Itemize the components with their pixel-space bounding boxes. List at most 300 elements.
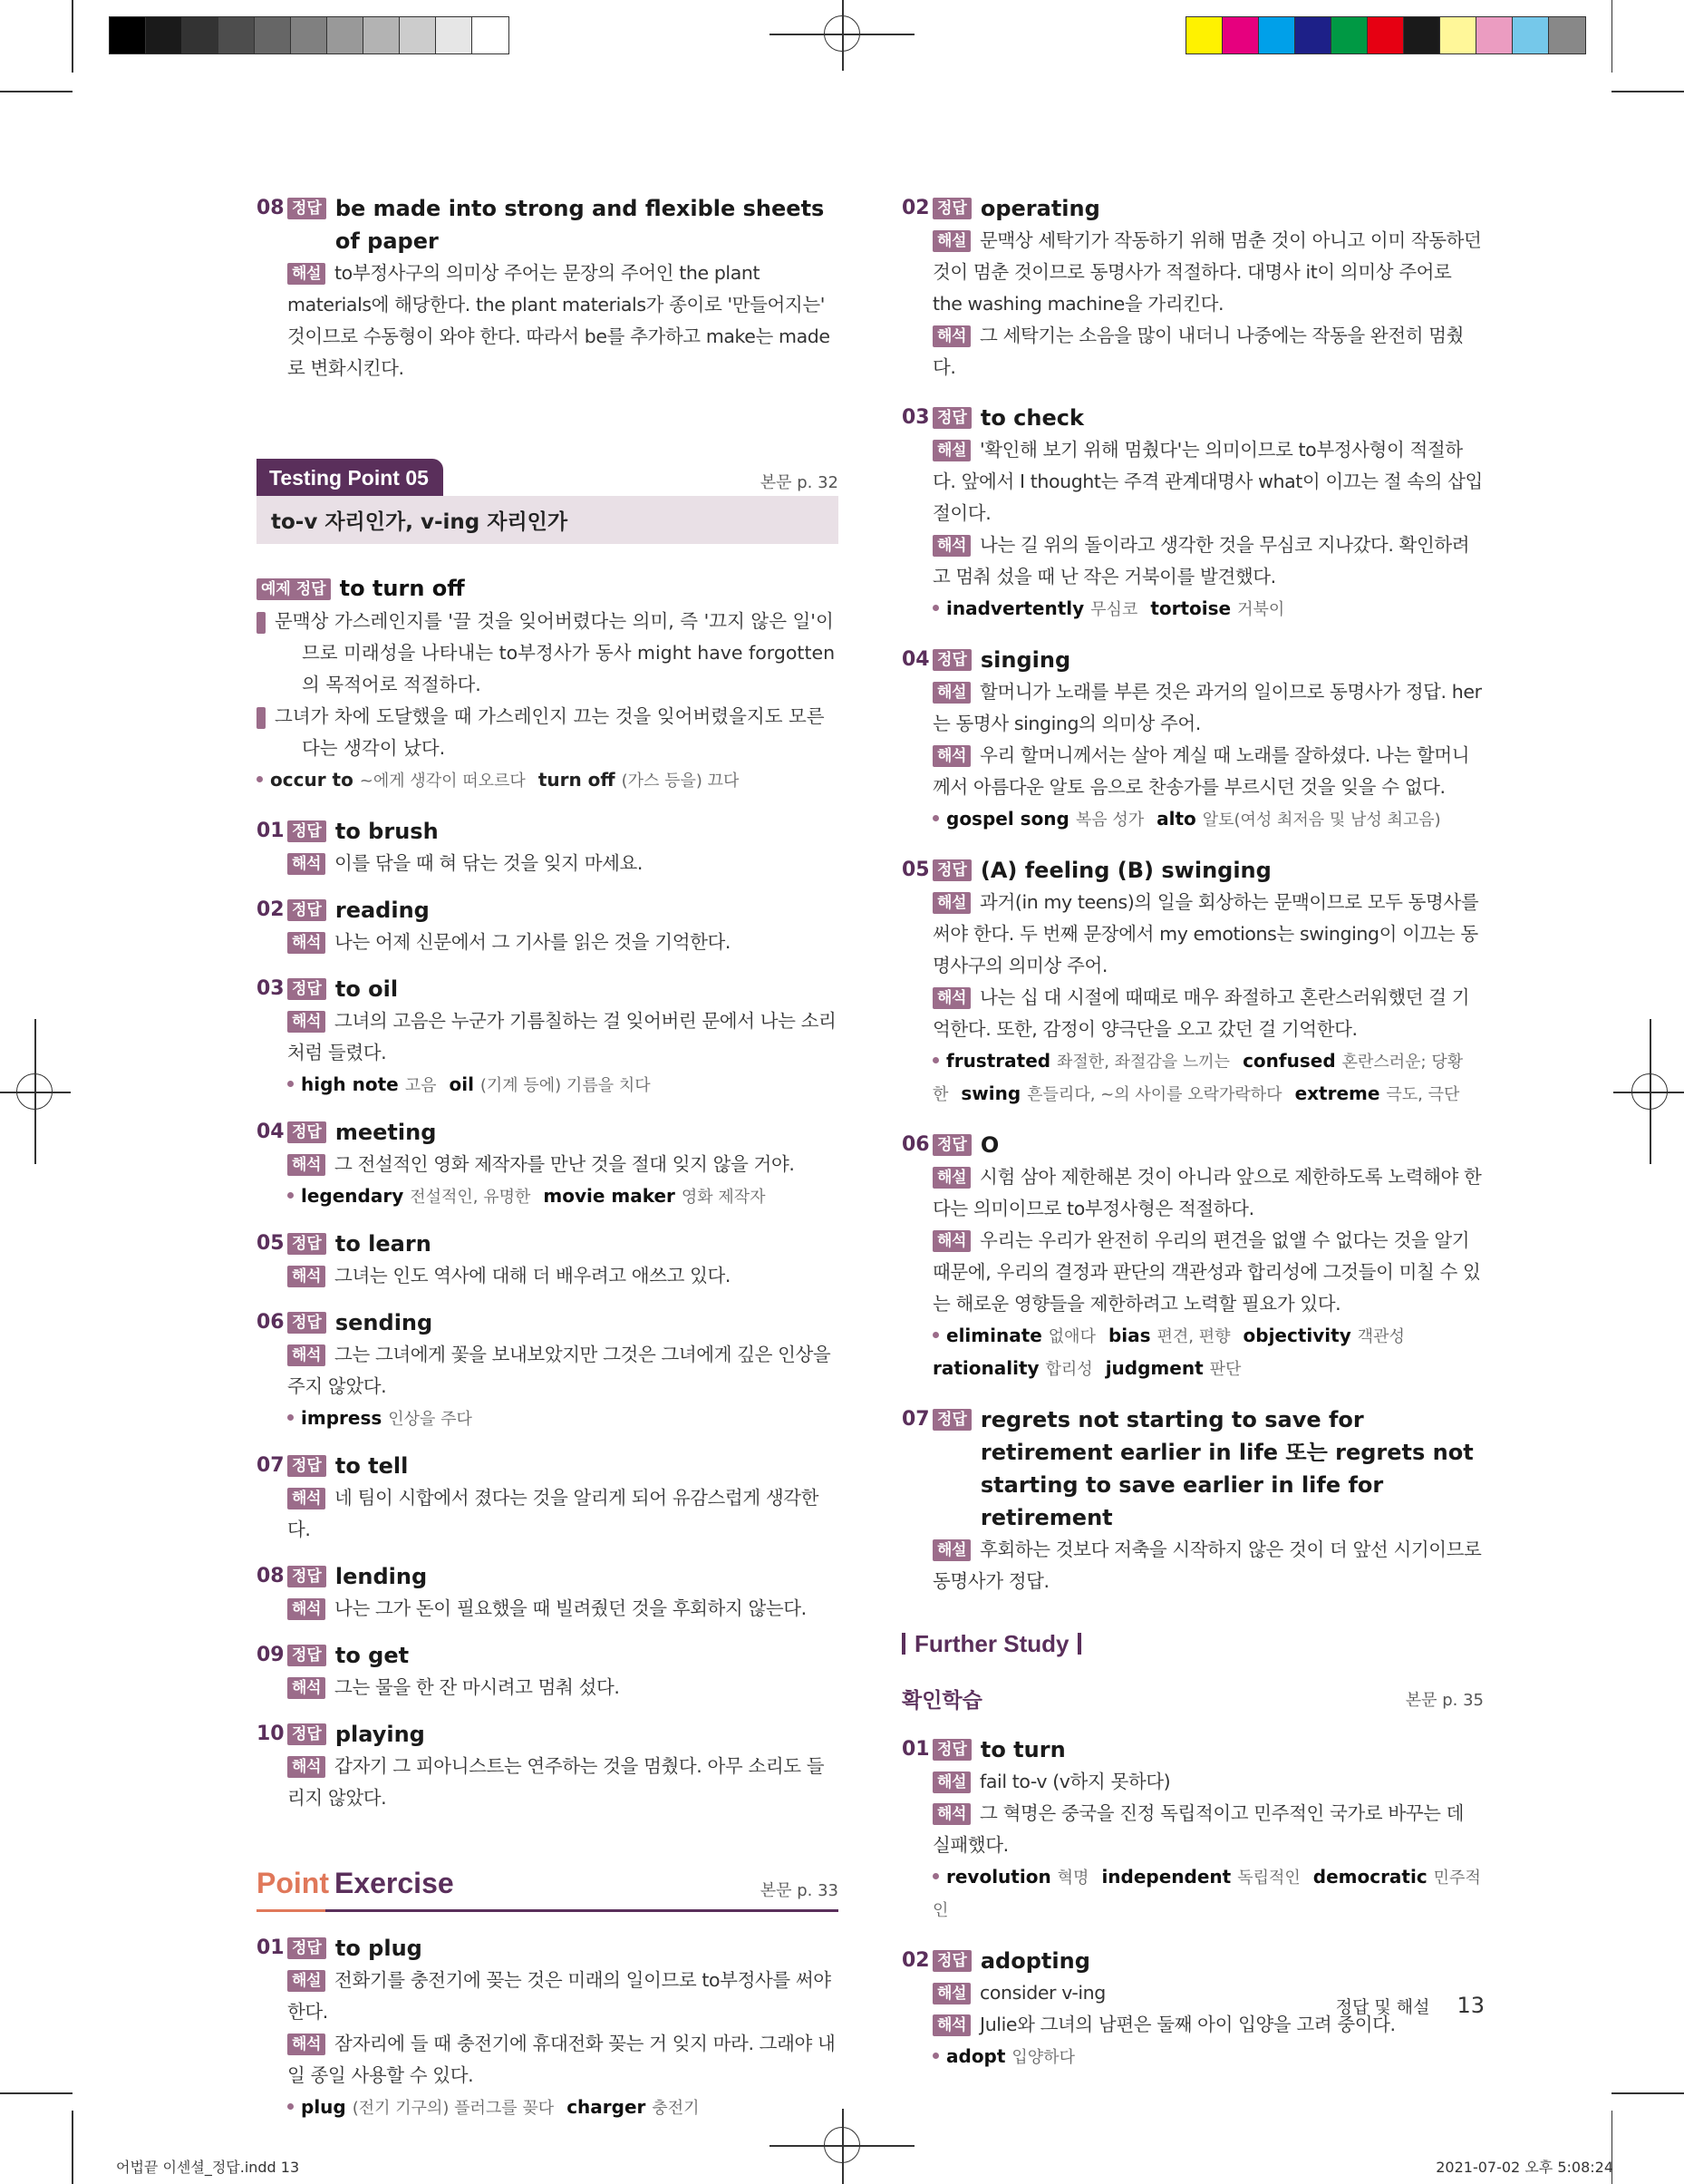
example-tag: 예제 정답 — [256, 578, 331, 600]
item-number: 02 — [256, 898, 285, 921]
vocab-line — [933, 593, 1484, 626]
vocab-line — [287, 1180, 838, 1213]
explain-tag: 해설 — [287, 263, 325, 285]
explain-tag: 해설 — [933, 682, 971, 704]
translation-text: 잠자리에 들 때 충전기에 휴대전화 꽂는 거 잊지 마라. 그래야 내일 종일 사용할 수 있다. — [287, 2033, 836, 2086]
vocab-meaning: 민주적인 — [933, 1869, 1481, 1920]
answer-tag: 정답 — [287, 1566, 326, 1587]
color-swatch — [1476, 17, 1513, 53]
answer-tag: 정답 — [287, 198, 326, 219]
translation-tag: 해석 — [287, 1266, 325, 1287]
vocab-word: tortoise — [1150, 597, 1238, 619]
translation-text: 나는 그가 돈이 필요했을 때 빌려줬던 것을 후회하지 않는다. — [334, 1597, 807, 1619]
answer-head — [902, 854, 1484, 887]
vocab-meaning: 입양하다 — [1011, 2048, 1075, 2067]
translation — [287, 1260, 838, 1292]
translation-tag: 해석 — [287, 2034, 325, 2055]
answer-item — [256, 1560, 838, 1625]
subsection-title: 확인학습 — [902, 1689, 982, 1713]
footer-section: 정답 및 해설 — [1335, 1997, 1430, 2017]
explain-tag: 해설 — [933, 892, 971, 914]
answer-item — [256, 1450, 838, 1546]
crop-mark — [72, 0, 73, 73]
vocab-word: adopt — [946, 2045, 1012, 2067]
translation — [933, 740, 1484, 803]
gray-swatch — [291, 17, 327, 53]
explanation-text: 문맥상 가스레인지를 '끌 것을 잊어버렸다는 의미, 즉 '끄지 않은 일'이므로 미래성을 나타내는 to부정사가 동사 might have forgotten의 목적어로 적절하다. — [275, 610, 836, 695]
color-swatch — [1223, 17, 1259, 53]
translation — [287, 1339, 838, 1403]
translation-tag: 해석 — [287, 932, 325, 954]
vocab-meaning: ~에게 생각이 떠오르다 — [359, 772, 526, 791]
translation-text: 나는 길 위의 돌이라고 생각한 것을 무심코 지나갔다. 확인하려고 멈춰 섰을 때 난 작은 거북이를 발견했다. — [933, 534, 1470, 587]
answer-text: sending — [334, 1310, 433, 1335]
vocab-meaning: (전기 기구의) 플러그를 꽂다 — [352, 2099, 555, 2118]
answer-text: operating — [980, 196, 1100, 221]
color-swatch — [1186, 17, 1223, 53]
item-number: 01 — [256, 1936, 285, 1959]
page-footer — [1336, 1993, 1485, 2018]
translation-tag: 해석 — [933, 1803, 971, 1825]
vocab-meaning: 거북이 — [1237, 600, 1285, 619]
translation-tag: 해석 — [933, 2014, 971, 2036]
left-column — [216, 192, 838, 2142]
gray-swatch — [400, 17, 436, 53]
explain-tag: 해설 — [933, 1167, 971, 1189]
explanation — [933, 1766, 1484, 1798]
color-swatch — [1259, 17, 1295, 53]
answer-text: to turn — [980, 1737, 1066, 1762]
item-number: 08 — [256, 1565, 285, 1587]
vocab-meaning: 혼란스러운; 당황한 — [933, 1053, 1464, 1104]
color-swatch — [1513, 17, 1549, 53]
translation-tag: 해석 — [287, 1011, 325, 1033]
explanation-text: to부정사구의 의미상 주어는 문장의 주어인 the plant materials에 해당한다. the plant materials가 종이로 '만들어지는' 것이므로 수동형이 와야 한다. 따라서 be를 추가하고 make는 made로 변화시킨다. — [287, 262, 830, 379]
registration-line — [842, 0, 844, 71]
explanation-text: consider v-ing — [980, 1982, 1106, 2004]
answer-head — [902, 1403, 1484, 1534]
answer-tag: 정답 — [933, 1739, 972, 1761]
answer-text: lending — [334, 1564, 428, 1589]
bullet-icon — [933, 605, 939, 611]
explain-tag: 해설 — [287, 1970, 325, 1992]
answer-tag: 정답 — [933, 198, 972, 219]
gray-swatch — [110, 17, 146, 53]
answer-item — [256, 815, 838, 879]
vocab-meaning: 객관성 — [1357, 1327, 1405, 1346]
page-number: 13 — [1457, 1993, 1485, 2018]
answer-item — [902, 1733, 1484, 1927]
answer-head — [902, 644, 1484, 676]
example-answer-text: to turn off — [339, 576, 465, 601]
vocab-line — [287, 1069, 838, 1102]
vocab-word: objectivity — [1243, 1325, 1358, 1346]
color-swatch — [1331, 17, 1368, 53]
translation-tag: 해석 — [933, 987, 971, 1009]
item-number: 03 — [902, 406, 930, 429]
explanation — [933, 1534, 1484, 1597]
testing-point-header — [256, 459, 838, 544]
answer-head — [256, 1450, 838, 1482]
slug-date: 2021-07-02 오후 5:08:24 — [1436, 2159, 1613, 2176]
vocab-word: confused — [1243, 1050, 1342, 1072]
grayscale-bar — [109, 16, 509, 54]
gray-swatch — [327, 17, 363, 53]
answer-text: O — [980, 1132, 1000, 1158]
translation — [933, 1798, 1484, 1861]
item-number: 05 — [256, 1232, 285, 1255]
bullet-icon — [933, 1332, 939, 1338]
item-number: 07 — [902, 1408, 930, 1431]
vocab-meaning: 무심코 — [1090, 600, 1138, 619]
translation-tag: 해석 — [287, 1154, 325, 1176]
vocab-word: movie maker — [543, 1185, 682, 1207]
answer-text: singing — [980, 647, 1071, 673]
translation-tag: 해석 — [933, 325, 971, 347]
answer-head — [902, 1945, 1484, 1977]
answer-head — [256, 1228, 838, 1260]
gray-swatch — [146, 17, 182, 53]
vocab-meaning: 전설적인, 유명한 — [410, 1188, 531, 1207]
answer-tag: 정답 — [933, 407, 972, 429]
gray-swatch — [363, 17, 400, 53]
vocab-word: revolution — [946, 1866, 1058, 1888]
answer-item — [256, 894, 838, 958]
item-number: 01 — [902, 1738, 930, 1761]
answer-item — [256, 1639, 838, 1704]
answer-item — [902, 402, 1484, 626]
translation — [287, 1593, 838, 1625]
translation-tag: 해석 — [933, 745, 971, 767]
registration-line — [34, 1019, 36, 1164]
explain-tag: 해설 — [256, 612, 266, 634]
answer-text: to plug — [334, 1936, 422, 1961]
translation — [933, 529, 1484, 593]
translation-text: 그는 그녀에게 꽃을 보내보았지만 그것은 그녀에게 깊은 인상을 주지 않았다. — [287, 1344, 831, 1397]
crop-mark — [72, 2111, 73, 2184]
example-translation — [216, 701, 838, 764]
item-number: 02 — [902, 197, 930, 219]
page-reference: 본문 p. 33 — [760, 1881, 838, 1900]
vocab-word: independent — [1101, 1866, 1238, 1888]
bullet-icon — [287, 1081, 294, 1087]
bullet-icon — [287, 2103, 294, 2110]
vocab-word: judgment — [1105, 1357, 1210, 1379]
vocab-meaning: 복음 성가 — [1075, 811, 1145, 830]
further-study-list — [902, 1733, 1484, 2073]
explanation — [933, 1161, 1484, 1225]
bullet-icon — [287, 1414, 294, 1421]
answer-text: to brush — [334, 819, 439, 844]
vocab-word: extreme — [1294, 1082, 1387, 1104]
explain-tag: 해설 — [933, 1539, 971, 1561]
registration-line — [1613, 1092, 1684, 1093]
translation — [287, 1005, 838, 1069]
vocab-word: democratic — [1312, 1866, 1434, 1888]
answer-head — [902, 192, 1484, 225]
explanation — [933, 887, 1484, 982]
answer-item — [256, 192, 838, 384]
testing-point-subtitle: to-v 자리인가, v-ing 자리인가 — [256, 496, 838, 544]
translation — [287, 1751, 838, 1814]
explanation — [933, 225, 1484, 320]
explanation-text: 시험 삼아 제한해본 것이 아니라 앞으로 제한하도록 노력해야 한다는 의미이므로 to부정사형은 적절하다. — [933, 1166, 1482, 1219]
answer-text: regrets not starting to save for retirement earlier in life 또는 regrets not starting to save earlier in life for retirement — [980, 1407, 1474, 1530]
explain-tag: 해설 — [933, 230, 971, 252]
crop-mark — [1611, 0, 1613, 73]
bullet-icon — [256, 776, 263, 782]
explanation — [933, 676, 1484, 740]
right-column — [902, 192, 1484, 2092]
translation-text: 나는 십 대 시절에 때때로 매우 좌절하고 혼란스러워했던 걸 기억한다. 또한, 감정이 양극단을 오고 갔던 걸 기억한다. — [933, 986, 1470, 1040]
answer-text: adopting — [980, 1948, 1090, 1974]
translation — [287, 848, 838, 879]
answer-tag: 정답 — [287, 1937, 326, 1959]
answer-text: (A) feeling (B) swinging — [980, 858, 1272, 883]
vocab-meaning: 영화 제작자 — [681, 1188, 766, 1207]
translation — [933, 320, 1484, 383]
translation-text: Julie와 그녀의 남편은 둘째 아이 입양을 고려 중이다. — [980, 2014, 1396, 2035]
answer-tag: 정답 — [933, 859, 972, 881]
translation — [287, 1482, 838, 1546]
explanation — [933, 434, 1484, 529]
page-reference: 본문 p. 35 — [1405, 1691, 1484, 1710]
explanation-text: 과거(in my teens)의 일을 회상하는 문맥이므로 모두 동명사를 써야 한다. 두 번째 문장에서 my emotions는 swinging이 이끄는 동명사구의 의미상 주어. — [933, 891, 1479, 976]
vocab-line — [933, 1045, 1484, 1111]
item-number: 06 — [256, 1311, 285, 1334]
bullet-icon — [933, 1057, 939, 1063]
answer-tag: 정답 — [287, 1233, 326, 1255]
item-number: 01 — [256, 820, 285, 842]
translation-tag: 해석 — [287, 1598, 325, 1620]
answer-tag: 정답 — [287, 1645, 326, 1666]
vocab-line — [287, 2092, 838, 2124]
item-number: 09 — [256, 1644, 285, 1666]
vocab-meaning: 알토(여성 최저음 및 남성 최고음) — [1202, 811, 1441, 830]
explanation-text: 할머니가 노래를 부른 것은 과거의 일이므로 동명사가 정답. her는 동명사 singing의 의미상 주어. — [933, 681, 1482, 734]
translation-text: 그는 물을 한 잔 마시려고 멈춰 섰다. — [334, 1676, 620, 1698]
vocab-meaning: 충전기 — [652, 2099, 700, 2118]
translation-text: 갑자기 그 피아니스트는 연주하는 것을 멈췄다. 아무 소리도 들리지 않았다. — [287, 1755, 825, 1809]
vocab-line — [256, 764, 838, 797]
crop-mark — [0, 2092, 73, 2094]
item-number: 08 — [256, 197, 285, 219]
translation — [287, 1149, 838, 1180]
point-exercise-word2: Exercise — [334, 1867, 454, 1899]
color-swatch — [1404, 17, 1440, 53]
vocab-meaning: 합리성 — [1045, 1360, 1093, 1379]
color-bar — [1186, 16, 1586, 54]
vocab-meaning: (가스 등을) 끄다 — [621, 772, 740, 791]
answer-item — [902, 854, 1484, 1111]
answer-list — [902, 192, 1484, 1597]
answer-tag: 정답 — [933, 1409, 972, 1431]
translation-text: 네 팀이 시합에서 졌다는 것을 알리게 되어 유감스럽게 생각한다. — [287, 1487, 819, 1540]
answer-head — [256, 973, 838, 1005]
vocab-meaning: 좌절한, 좌절감을 느끼는 — [1057, 1053, 1231, 1072]
explanation-text: 후회하는 것보다 저축을 시작하지 않은 것이 더 앞선 시기이므로 동명사가 정답. — [933, 1539, 1482, 1592]
color-swatch — [1368, 17, 1404, 53]
translation-text: 그 전설적인 영화 제작자를 만난 것을 절대 잊지 않을 거야. — [334, 1153, 795, 1175]
explain-tag: 해설 — [933, 1983, 971, 2004]
testing-point-label: Testing Point 05 — [256, 459, 443, 496]
item-number: 05 — [902, 859, 930, 881]
registration-line — [1650, 1019, 1651, 1164]
point-exercise-word1: Point — [256, 1867, 329, 1899]
subsection-header — [902, 1684, 1484, 1713]
vocab-word: inadvertently — [946, 597, 1091, 619]
crop-mark — [1611, 2092, 1684, 2094]
point-exercise-header — [256, 1867, 838, 1912]
answer-text: to learn — [334, 1231, 431, 1257]
item-number: 10 — [256, 1723, 285, 1745]
translation-text: 이를 닦을 때 혀 닦는 것을 잊지 마세요. — [334, 852, 644, 874]
translation-text: 그녀는 인도 역사에 대해 더 배우려고 애쓰고 있다. — [334, 1265, 731, 1286]
answer-head — [256, 1116, 838, 1149]
gray-swatch — [255, 17, 291, 53]
crop-mark — [1611, 91, 1684, 92]
vocab-line — [287, 1403, 838, 1435]
vocab-line — [933, 803, 1484, 836]
item-number: 06 — [902, 1133, 930, 1156]
gray-swatch — [472, 17, 508, 53]
translation — [287, 1672, 838, 1704]
vocab-word: rationality — [933, 1357, 1046, 1379]
explanation-text: fail to-v (v하지 못하다) — [980, 1771, 1171, 1792]
translation-text: 그 세탁기는 소음을 많이 내더니 나중에는 작동을 완전히 멈췄다. — [933, 325, 1465, 378]
answer-text: reading — [334, 898, 430, 923]
answer-tag: 정답 — [287, 1723, 326, 1745]
gray-swatch — [182, 17, 218, 53]
explanation-text: 문맥상 세탁기가 작동하기 위해 멈춘 것이 아니고 이미 작동하던 것이 멈춘 것이므로 동명사가 적절하다. 대명사 it이 의미상 주어로 the washing machine을 가리킨다. — [933, 229, 1482, 315]
answer-head — [902, 1129, 1484, 1161]
crop-mark — [0, 91, 73, 92]
vocab-meaning: 판단 — [1209, 1360, 1242, 1379]
vocab-meaning: 편견, 편향 — [1157, 1327, 1231, 1346]
vocab-word: high note — [301, 1073, 405, 1095]
translation — [933, 1225, 1484, 1320]
vocab-word: oil — [449, 1073, 480, 1095]
answer-head — [256, 1306, 838, 1339]
translation-text: 그녀가 차에 도달했을 때 가스레인지 끄는 것을 잊어버렸을지도 모른다는 생각이 났다. — [275, 705, 825, 759]
translation-tag: 해석 — [287, 1756, 325, 1778]
translation — [933, 982, 1484, 1045]
bar-ornament — [902, 1633, 905, 1655]
explanation — [287, 1965, 838, 2028]
answer-tag: 정답 — [287, 1312, 326, 1334]
bullet-icon — [933, 815, 939, 821]
vocab-word: gospel song — [946, 808, 1076, 830]
answer-text: to oil — [334, 976, 399, 1002]
vocab-meaning: 없애다 — [1048, 1327, 1096, 1346]
answer-head — [256, 815, 838, 848]
color-swatch — [1295, 17, 1331, 53]
answer-text: to get — [334, 1643, 410, 1668]
answer-head — [256, 894, 838, 927]
explain-tag: 해설 — [933, 440, 971, 461]
item-number: 04 — [256, 1121, 285, 1143]
bullet-icon — [933, 2053, 939, 2059]
answer-head — [256, 1932, 838, 1965]
vocab-word: charger — [566, 2096, 653, 2118]
further-study-title: Further Study — [915, 1630, 1069, 1657]
answer-tag: 정답 — [287, 978, 326, 1000]
answer-item — [902, 1403, 1484, 1597]
translation-tag: 해석 — [933, 1230, 971, 1252]
translation-text: 그녀의 고음은 누군가 기름칠하는 걸 잊어버린 문에서 나는 소리처럼 들렸다. — [287, 1010, 837, 1063]
bar-ornament — [1078, 1633, 1081, 1655]
answer-tag: 정답 — [287, 820, 326, 842]
answer-head — [256, 1639, 838, 1672]
translation-tag: 해석 — [287, 1488, 325, 1509]
answer-head — [256, 1560, 838, 1593]
translation-tag: 해석 — [256, 707, 266, 729]
explanation — [287, 257, 838, 384]
answer-list — [256, 815, 838, 1814]
vocab-word: impress — [301, 1407, 389, 1429]
answer-item — [256, 1228, 838, 1292]
vocab-word: bias — [1108, 1325, 1157, 1346]
example-explanation — [216, 606, 838, 701]
answer-text: to check — [980, 405, 1084, 431]
item-number: 03 — [256, 977, 285, 1000]
registration-line — [842, 2109, 844, 2184]
vocab-word: turn off — [537, 769, 622, 791]
answer-item — [256, 973, 838, 1102]
vocab-line — [933, 2041, 1484, 2073]
answer-item — [902, 644, 1484, 836]
translation-text: 우리 할머니께서는 살아 계실 때 노래를 잘하셨다. 나는 할머니께서 아름다운 알토 음으로 찬송가를 부르시던 것을 잊을 수 없다. — [933, 744, 1470, 798]
answer-item — [256, 1932, 838, 2124]
answer-head — [902, 402, 1484, 434]
vocab-meaning: 극도, 극단 — [1386, 1085, 1460, 1104]
answer-tag: 정답 — [933, 1950, 972, 1972]
translation — [287, 927, 838, 958]
answer-item — [256, 1116, 838, 1213]
answer-head — [902, 1733, 1484, 1766]
item-number: 02 — [902, 1949, 930, 1972]
vocab-word: plug — [301, 2096, 353, 2118]
vocab-line — [933, 1861, 1484, 1927]
further-study-heading — [902, 1630, 1484, 1658]
answer-tag: 정답 — [933, 1134, 972, 1156]
answer-item — [902, 1129, 1484, 1385]
translation-tag: 해석 — [287, 853, 325, 875]
vocab-meaning: 인상을 주다 — [388, 1410, 472, 1429]
answer-tag: 정답 — [287, 899, 326, 921]
vocab-meaning: (기계 등에) 기름을 치다 — [479, 1076, 651, 1095]
answer-tag: 정답 — [287, 1455, 326, 1477]
vocab-meaning: 고음 — [404, 1076, 437, 1095]
vocab-meaning: 독립적인 — [1237, 1869, 1301, 1888]
slug-filename: 어법끝 이센셜_정답.indd 13 — [116, 2159, 300, 2176]
exercise-list — [256, 1932, 838, 2124]
answer-text: playing — [334, 1722, 425, 1747]
gray-swatch — [436, 17, 472, 53]
example-answer — [216, 571, 838, 797]
translation-tag: 해석 — [287, 1677, 325, 1699]
color-swatch — [1549, 17, 1585, 53]
color-swatch — [1440, 17, 1476, 53]
answer-item — [256, 1306, 838, 1435]
vocab-word: eliminate — [946, 1325, 1049, 1346]
answer-tag: 정답 — [933, 649, 972, 671]
translation-tag: 해석 — [933, 535, 971, 557]
answer-text: meeting — [334, 1120, 437, 1145]
translation-tag: 해석 — [287, 1344, 325, 1366]
explain-tag: 해설 — [933, 1771, 971, 1793]
answer-head — [256, 1718, 838, 1751]
